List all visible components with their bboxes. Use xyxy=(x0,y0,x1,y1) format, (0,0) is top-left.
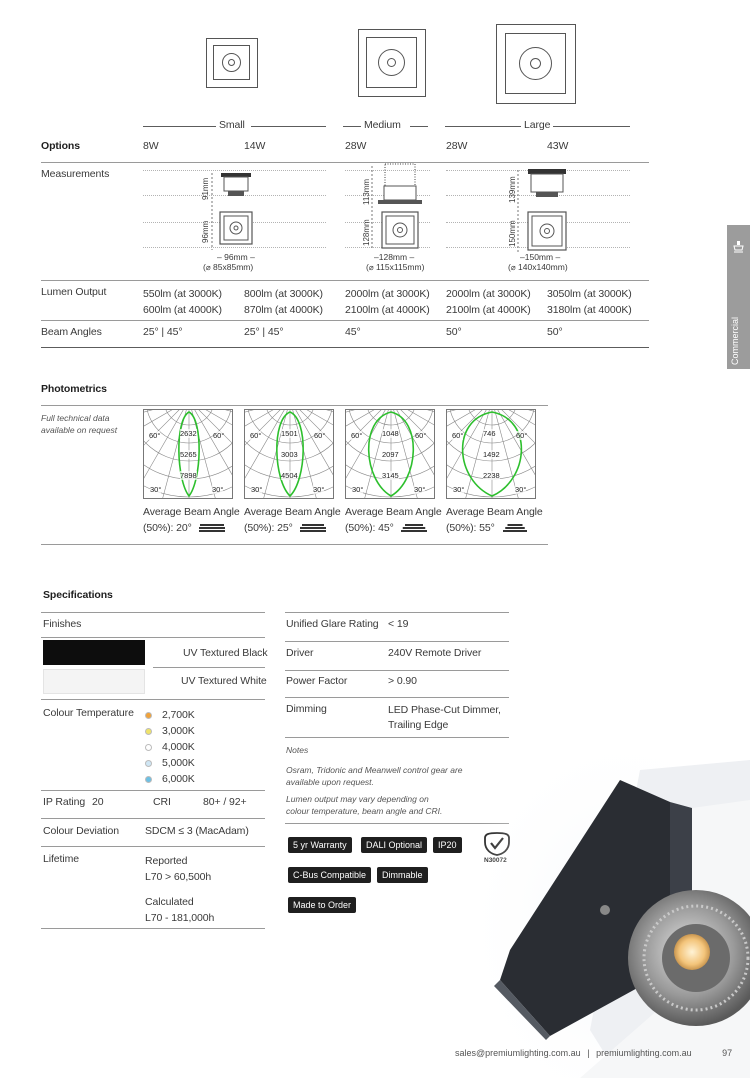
lumen-28w-medium: 2000lm (at 3000K) 2100lm (at 4000K) xyxy=(345,288,430,316)
medium-height-label: 113mm xyxy=(362,178,371,205)
lamp-icon xyxy=(733,241,744,253)
colour-temp-item: 6,000K xyxy=(145,771,195,787)
angle-label-60-right: 60° xyxy=(213,431,225,440)
photometrics-heading: Photometrics xyxy=(41,383,107,395)
angle-label-30-right: 30° xyxy=(212,485,224,494)
power-factor-label: Power Factor xyxy=(286,675,348,687)
angle-label-60-right: 60° xyxy=(314,431,326,440)
group-large-label: Large xyxy=(524,119,551,131)
driver-label: Driver xyxy=(286,647,314,659)
intensity-label: 2238 xyxy=(483,471,500,480)
downlight-product-image xyxy=(470,740,750,1078)
intensity-label: 5265 xyxy=(180,450,197,459)
dimming-value: LED Phase-Cut Dimmer, Trailing Edge xyxy=(388,704,501,731)
finish-white-label: UV Textured White xyxy=(181,675,267,687)
lumen-43w: 3050lm (at 3000K) 3180lm (at 4000K) xyxy=(547,288,632,316)
beam-angle-caption: Average Beam Angle (50%): 55° xyxy=(446,506,543,534)
wattage-28w-large: 28W xyxy=(446,140,468,152)
medium-product-icon xyxy=(358,29,426,97)
beam-spread-icon xyxy=(197,523,227,533)
ip20-tag: IP20 xyxy=(433,837,462,853)
large-dimension-drawing xyxy=(506,164,582,256)
angle-label-30-left: 30° xyxy=(453,485,465,494)
dimmable-tag: Dimmable xyxy=(377,867,428,883)
colour-swatch-icon xyxy=(145,760,152,767)
colour-temp-item: 4,000K xyxy=(145,739,195,755)
angle-label-60-left: 60° xyxy=(351,431,363,440)
medium-width-vert-label: 128mm xyxy=(362,219,371,246)
intensity-label: 2097 xyxy=(382,450,399,459)
made-to-order-tag: Made to Order xyxy=(288,897,356,913)
intensity-label: 1501 xyxy=(281,429,298,438)
lumen-8w: 550lm (at 3000K) 600lm (at 4000K) xyxy=(143,288,222,316)
beam-angle-caption: Average Beam Angle (50%): 25° xyxy=(244,506,341,534)
beam-43w: 50° xyxy=(547,326,563,338)
angle-label-60-left: 60° xyxy=(149,431,161,440)
cbus-tag: C-Bus Compatible xyxy=(288,867,371,883)
beam-8w: 25° | 45° xyxy=(143,326,183,338)
lifetime-label: Lifetime xyxy=(43,853,79,865)
colour-swatch-icon xyxy=(145,712,152,719)
note-lumen-variance: Lumen output may vary depending on colour temperature, beam angle and CRI. xyxy=(286,794,443,816)
page-number: 97 xyxy=(722,1048,733,1058)
angle-label-30-left: 30° xyxy=(251,485,263,494)
large-product-icon xyxy=(496,24,576,104)
driver-value: 240V Remote Driver xyxy=(388,647,482,659)
angle-label-30-left: 30° xyxy=(150,485,162,494)
lumen-output-label: Lumen Output xyxy=(41,286,107,298)
colour-swatch-icon xyxy=(145,744,152,751)
medium-width-label: –128mm – xyxy=(374,252,415,262)
white-finish-swatch[interactable] xyxy=(43,669,145,694)
polar-chart xyxy=(446,409,536,499)
ugr-value: < 19 xyxy=(388,618,409,630)
photometrics-note: Full technical data available on request xyxy=(41,413,118,435)
colour-temperature-list xyxy=(145,707,195,787)
colour-deviation-value: SDCM ≤ 3 (MacAdam) xyxy=(145,825,249,837)
measurements-label: Measurements xyxy=(41,168,110,180)
commercial-tab-label: Commercial xyxy=(730,316,740,365)
ugr-label: Unified Glare Rating xyxy=(286,618,379,630)
colour-temperature-label: Colour Temperature xyxy=(43,707,134,719)
colour-swatch-icon xyxy=(145,728,152,735)
small-height-label: 91mm xyxy=(201,177,210,200)
lifetime-values: Reported L70 > 60,500h Calculated L70 - 181,000h xyxy=(145,855,215,924)
lumen-14w: 800lm (at 3000K) 870lm (at 4000K) xyxy=(244,288,323,316)
angle-label-60-right: 60° xyxy=(415,431,427,440)
commercial-side-tab[interactable] xyxy=(727,225,750,369)
intensity-label: 3145 xyxy=(382,471,399,480)
angle-label-60-left: 60° xyxy=(250,431,262,440)
medium-cutout-label: (⌀ 115x115mm) xyxy=(366,262,425,272)
wattage-8w: 8W xyxy=(143,140,159,152)
finishes-label: Finishes xyxy=(43,618,82,630)
large-width-label: –150mm – xyxy=(520,252,561,262)
large-height-label: 139mm xyxy=(508,176,517,203)
intensity-label: 1492 xyxy=(483,450,500,459)
beam-angle-caption: Average Beam Angle (50%): 20° xyxy=(143,506,240,534)
dimming-label: Dimming xyxy=(286,703,327,715)
wattage-28w-medium: 28W xyxy=(345,140,367,152)
intensity-label: 3003 xyxy=(281,450,298,459)
angle-label-30-left: 30° xyxy=(352,485,364,494)
intensity-label: 7898 xyxy=(180,471,197,480)
colour-temp-item: 3,000K xyxy=(145,723,195,739)
warranty-tag: 5 yr Warranty xyxy=(288,837,352,853)
group-small-label: Small xyxy=(219,119,245,131)
notes-label: Notes xyxy=(286,745,309,755)
options-heading: Options xyxy=(41,140,80,152)
intensity-label: 1048 xyxy=(382,429,399,438)
beam-spread-icon xyxy=(298,523,328,533)
colour-deviation-label: Colour Deviation xyxy=(43,825,120,837)
wattage-43w: 43W xyxy=(547,140,569,152)
specifications-heading: Specifications xyxy=(43,589,113,601)
polar-chart xyxy=(244,409,334,499)
power-factor-value: > 0.90 xyxy=(388,675,417,687)
cri-label: CRI xyxy=(153,796,171,808)
colour-swatch-icon xyxy=(145,776,152,783)
group-medium-label: Medium xyxy=(364,119,401,131)
dali-tag: DALI Optional xyxy=(361,837,427,853)
note-control-gear: Osram, Tridonic and Meanwell control gear are available upon request. xyxy=(286,765,463,787)
beam-28w-medium: 45° xyxy=(345,326,361,338)
wattage-14w: 14W xyxy=(244,140,266,152)
ip-rating-label: IP Rating xyxy=(43,796,86,808)
polar-chart xyxy=(143,409,233,499)
angle-label-30-right: 30° xyxy=(414,485,426,494)
angle-label-30-right: 30° xyxy=(515,485,527,494)
intensity-label: 2632 xyxy=(180,429,197,438)
angle-label-30-right: 30° xyxy=(313,485,325,494)
beam-angles-label: Beam Angles xyxy=(41,326,102,338)
angle-label-60-right: 60° xyxy=(516,431,528,440)
finish-black-label: UV Textured Black xyxy=(183,647,268,659)
black-finish-swatch[interactable] xyxy=(43,640,145,665)
footer-website[interactable]: premiumlighting.com.au xyxy=(596,1048,692,1058)
colour-temp-item: 2,700K xyxy=(145,707,195,723)
cri-value: 80+ / 92+ xyxy=(203,796,247,808)
beam-14w: 25° | 45° xyxy=(244,326,284,338)
polar-chart xyxy=(345,409,435,499)
ip-rating-value: 20 xyxy=(92,796,104,808)
small-product-icon xyxy=(206,38,258,88)
beam-spread-icon xyxy=(500,523,530,533)
beam-angle-caption: Average Beam Angle (50%): 45° xyxy=(345,506,442,534)
colour-temp-item: 5,000K xyxy=(145,755,195,771)
small-width-label: – 96mm – xyxy=(217,252,255,262)
angle-label-60-left: 60° xyxy=(452,431,464,440)
large-width-vert-label: 150mm xyxy=(508,220,517,247)
small-width-vert-label: 96mm xyxy=(201,220,210,243)
intensity-label: 4504 xyxy=(281,471,298,480)
intensity-label: 746 xyxy=(483,429,496,438)
large-cutout-label: (⌀ 140x140mm) xyxy=(508,262,568,272)
small-cutout-label: (⌀ 85x85mm) xyxy=(203,262,254,272)
footer: sales@premiumlighting.com.au | premiumlighting.com.au 97 xyxy=(455,1048,733,1058)
footer-email[interactable]: sales@premiumlighting.com.au xyxy=(455,1048,581,1058)
beam-28w-large: 50° xyxy=(446,326,462,338)
beam-spread-icon xyxy=(399,523,429,533)
lumen-28w-large: 2000lm (at 3000K) 2100lm (at 4000K) xyxy=(446,288,531,316)
